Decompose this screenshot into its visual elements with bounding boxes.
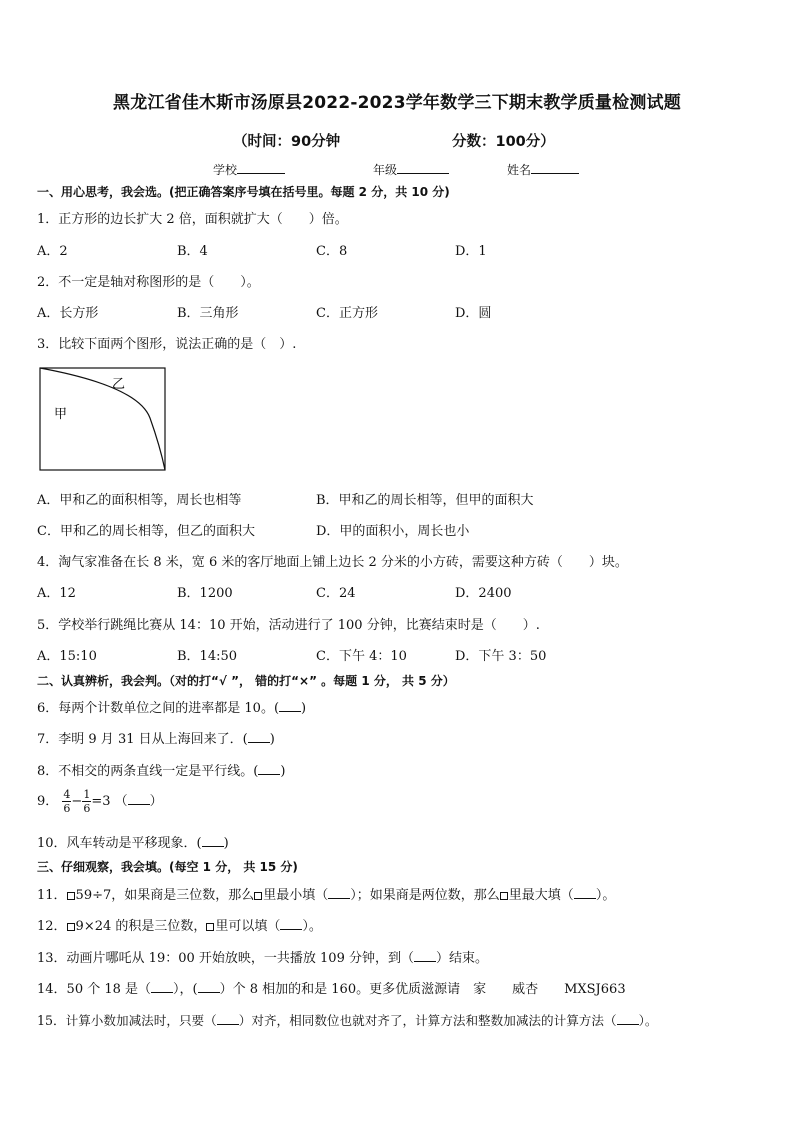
q9-frac1-numerator: 4 bbox=[63, 788, 71, 801]
square-box-icon bbox=[67, 923, 75, 931]
question-10 bbox=[37, 832, 229, 851]
q5-option-a[interactable]: A．15:10 bbox=[37, 649, 97, 664]
q1-option-d[interactable]: D．1 bbox=[455, 244, 487, 259]
q10-answer-blank[interactable] bbox=[202, 834, 224, 847]
grade-blank[interactable] bbox=[397, 161, 449, 174]
q11-text-5: ）。 bbox=[595, 888, 616, 903]
question-15 bbox=[37, 1010, 657, 1029]
q8-tail: ) bbox=[280, 764, 286, 779]
q11-answer-blank-2[interactable] bbox=[574, 886, 596, 899]
q11-text-3: ）；如果商是两位数，那么 bbox=[350, 888, 500, 903]
q4-option-b[interactable]: B．1200 bbox=[177, 586, 233, 601]
q15-text-3: ）。 bbox=[638, 1013, 658, 1028]
q13-answer-blank[interactable] bbox=[414, 949, 436, 962]
q14-text-2: ），( bbox=[173, 982, 198, 997]
question-6 bbox=[37, 697, 306, 716]
time-label: （时间：90分钟 bbox=[233, 134, 341, 150]
question-9 bbox=[37, 788, 163, 815]
q13-text-2: ）结束。 bbox=[435, 951, 488, 966]
exam-title: 黑龙江省佳木斯市汤原县2022-2023学年数学三下期末教学质量检测试题 bbox=[113, 93, 681, 113]
q12-answer-blank[interactable] bbox=[280, 917, 302, 930]
q12-text-2: 里可以填（ bbox=[215, 919, 281, 934]
question-8 bbox=[37, 760, 285, 779]
school-blank[interactable] bbox=[237, 161, 285, 174]
q9-prefix: 9． bbox=[37, 794, 59, 809]
question-2: 2．不一定是轴对称图形的是（ ）。 bbox=[37, 275, 260, 290]
q5-option-d[interactable]: D．下午 3：50 bbox=[455, 649, 547, 664]
q5-option-c[interactable]: C．下午 4：10 bbox=[316, 649, 407, 664]
q9-frac2-denominator: 6 bbox=[83, 802, 91, 815]
q3-label-jia: 甲 bbox=[54, 407, 68, 422]
q4-option-a[interactable]: A．12 bbox=[37, 586, 76, 601]
q1-option-c[interactable]: C．8 bbox=[316, 244, 348, 259]
section1-heading: 一、用心思考，我会选。(把正确答案序号填在括号里。每题 2 分，共 10 分) bbox=[37, 185, 450, 199]
q11-number: 11． bbox=[37, 888, 67, 903]
q14-answer-blank-1[interactable] bbox=[151, 980, 173, 993]
q6-text: 6．每两个计数单位之间的进率都是 10。( bbox=[37, 701, 280, 716]
school-field bbox=[213, 161, 285, 178]
q2-option-b[interactable]: B．三角形 bbox=[177, 306, 239, 321]
q3-option-d[interactable]: D．甲的面积小，周长也小 bbox=[316, 524, 470, 539]
q8-answer-blank[interactable] bbox=[258, 762, 280, 775]
q6-tail: ) bbox=[301, 701, 307, 716]
q14-text-1: 14．50 个 18 是（ bbox=[37, 982, 152, 997]
question-11 bbox=[37, 884, 615, 903]
square-box-icon bbox=[67, 892, 75, 900]
q9-frac1-denominator: 6 bbox=[63, 802, 71, 815]
q11-text-1: 59÷7，如果商是三位数，那么 bbox=[75, 888, 255, 903]
q9-rest: =3 （ bbox=[91, 794, 128, 809]
q12-text-3: ）。 bbox=[302, 919, 322, 934]
q7-answer-blank[interactable] bbox=[248, 730, 270, 743]
q3-option-b[interactable]: B．甲和乙的周长相等，但甲的面积大 bbox=[316, 493, 534, 508]
q15-text-1: 15．计算小数加减法时，只要（ bbox=[37, 1013, 217, 1028]
square-box-icon bbox=[254, 892, 262, 900]
question-5: 5．学校举行跳绳比赛从 14：10 开始，活动进行了 100 分钟，比赛结束时是（ ）. bbox=[37, 618, 540, 633]
score-label: 分数：100分） bbox=[452, 134, 555, 150]
q12-text-1: 9×24 的积是三位数， bbox=[75, 919, 207, 934]
question-4: 4．淘气家准备在长 8 米，宽 6 米的客厅地面上铺上边长 2 分米的小方砖，需要这种方砖（ ）块。 bbox=[37, 555, 628, 570]
q2-option-d[interactable]: D．圆 bbox=[455, 306, 492, 321]
question-12 bbox=[37, 915, 322, 934]
q11-answer-blank-1[interactable] bbox=[328, 886, 350, 899]
q9-frac2-numerator: 1 bbox=[83, 788, 91, 801]
name-label: 姓名 bbox=[507, 163, 532, 177]
grade-label: 年级 bbox=[373, 163, 398, 177]
section3-heading: 三、仔细观察，我会填。(每空 1 分， 共 15 分) bbox=[37, 860, 298, 874]
q4-option-d[interactable]: D．2400 bbox=[455, 586, 512, 601]
q3-option-a[interactable]: A．甲和乙的面积相等，周长也相等 bbox=[37, 493, 242, 508]
grade-field bbox=[373, 161, 449, 178]
question-3: 3．比较下面两个图形，说法正确的是（ ）. bbox=[37, 337, 297, 352]
q4-option-c[interactable]: C．24 bbox=[316, 586, 356, 601]
q5-option-b[interactable]: B．14:50 bbox=[177, 649, 238, 664]
q9-answer-blank[interactable] bbox=[128, 792, 150, 805]
question-14 bbox=[37, 978, 626, 997]
q9-minus: − bbox=[71, 794, 83, 809]
question-7 bbox=[37, 728, 275, 747]
question-1: 1．正方形的边长扩大 2 倍，面积就扩大（ ）倍。 bbox=[37, 212, 348, 227]
q10-text: 10．风车转动是平移现象．( bbox=[37, 836, 202, 851]
q2-option-c[interactable]: C．正方形 bbox=[316, 306, 378, 321]
square-box-icon bbox=[500, 892, 508, 900]
q1-option-a[interactable]: A．2 bbox=[37, 244, 68, 259]
q9-tail: ） bbox=[149, 794, 163, 809]
q15-answer-blank-1[interactable] bbox=[217, 1012, 239, 1025]
q14-text-3: ）个 8 相加的和是 160。更多优质滋源请 家 威杏 MXSJ663 bbox=[219, 982, 626, 997]
q7-tail: ) bbox=[269, 732, 275, 747]
q8-text: 8．不相交的两条直线一定是平行线。( bbox=[37, 764, 259, 779]
q3-option-c[interactable]: C．甲和乙的周长相等，但乙的面积大 bbox=[37, 524, 255, 539]
q2-option-a[interactable]: A．长方形 bbox=[37, 306, 99, 321]
q10-tail: ) bbox=[223, 836, 229, 851]
q12-number: 12． bbox=[37, 919, 67, 934]
square-box-icon bbox=[206, 923, 214, 931]
q6-answer-blank[interactable] bbox=[279, 699, 301, 712]
school-label: 学校 bbox=[213, 163, 238, 177]
q13-text-1: 13．动画片哪吒从 19：00 开始放映，一共播放 109 分钟，到（ bbox=[37, 951, 414, 966]
q15-text-2: ）对齐，相同数位也就对齐了，计算方法和整数加减法的计算方法（ bbox=[238, 1013, 617, 1028]
name-field bbox=[507, 161, 579, 178]
q15-answer-blank-2[interactable] bbox=[617, 1012, 639, 1025]
section2-heading: 二、认真辨析，我会判。（对的打“√ ”， 错的打“×” 。每题 1 分， 共 5 分） bbox=[37, 674, 455, 688]
question-13 bbox=[37, 947, 488, 966]
q11-text-2: 里最小填（ bbox=[263, 888, 329, 903]
q3-figure bbox=[38, 366, 168, 472]
name-blank[interactable] bbox=[531, 161, 579, 174]
q7-text: 7．李明 9 月 31 日从上海回来了．( bbox=[37, 732, 248, 747]
q3-label-yi: 乙 bbox=[112, 377, 126, 392]
q14-answer-blank-2[interactable] bbox=[198, 980, 220, 993]
q1-option-b[interactable]: B．4 bbox=[177, 244, 208, 259]
q11-text-4: 里最大填（ bbox=[508, 888, 574, 903]
q9-fraction-2 bbox=[82, 788, 91, 815]
